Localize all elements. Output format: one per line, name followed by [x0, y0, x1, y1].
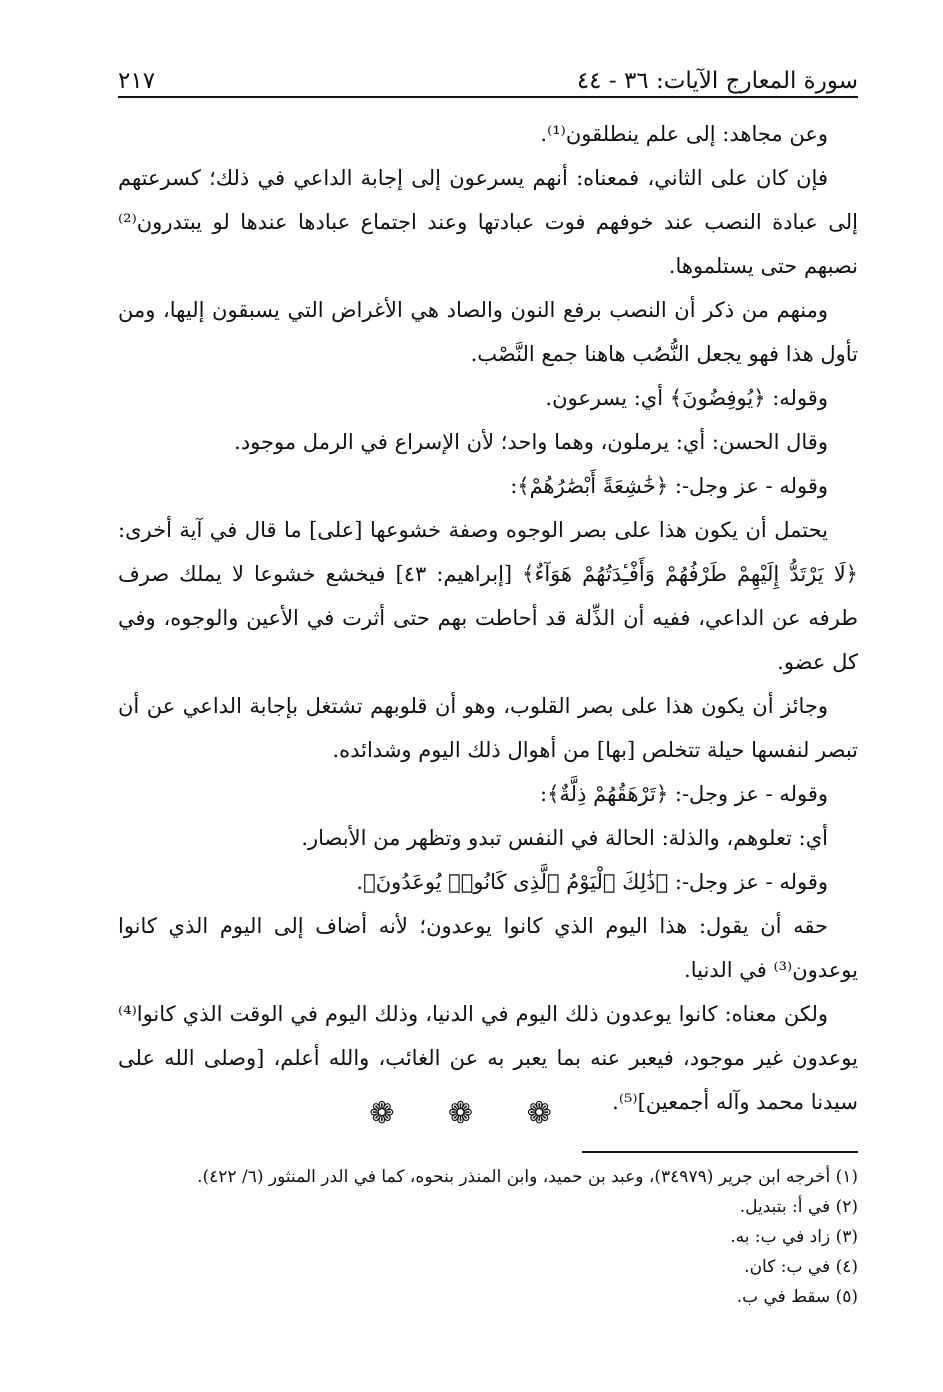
paragraph: وقوله - عز وجل-: ﴿ذَٰلِكَ ٱلْيَوْمُ ٱلَّذِى كَانُوا۟ يُوعَدُونَ﴾. [356, 870, 828, 894]
paragraph: وقوله - عز وجل-: ﴿خَٰشِعَةً أَبْصَٰرُهُمْ﴾: [510, 474, 828, 498]
paragraph: وقال الحسن: أي: يرملون، وهما واحد؛ لأن الإسراع في الرمل موجود. [234, 430, 828, 454]
footnote-divider [582, 1151, 858, 1153]
paragraph: يحتمل أن يكون هذا على بصر الوجوه وصفة خشوعها [على] ما قال في آية أخرى: ﴿لَا يَرْتَدُّ إِلَيْهِمْ طَرْفُهُمْ وَأَفْـِٔدَتُهُمْ هَوَآءٌ﴾ [إبراهيم: ٤٣] فيخشع خشوعا لا يملك صرف طرفه عن الداعي، ففيه أن الذِّلة قد أحاطت بهم حتى أثرت في الأعين والوجوه، وفي كل عضو. [118, 518, 858, 674]
page-number: ٢١٧ [118, 68, 156, 94]
page-header [118, 54, 858, 94]
paragraph: وعن مجاهد: إلى علم ينطلقون⁽¹⁾. [540, 122, 828, 146]
paragraph: وقوله: ﴿يُوفِضُونَ﴾ أي: يسرعون. [545, 386, 828, 410]
paragraph: أي: تعلوهم، والذلة: الحالة في النفس تبدو وتظهر من الأبصار. [301, 826, 828, 850]
header-divider [118, 96, 858, 98]
paragraph: فإن كان على الثاني، فمعناه: أنهم يسرعون إلى إجابة الداعي في ذلك؛ كسرعتهم إلى عبادة النصب عند خوفهم فوت عبادتها وعند اجتماع عبادها عندها لو يبتدرون⁽²⁾ نصبهم حتى يستلموها. [118, 166, 858, 278]
footnote: (٢) في أ: بتبديل. [739, 1197, 858, 1217]
paragraph: ولكن معناه: كانوا يوعدون ذلك اليوم في الدنيا، وذلك اليوم في الوقت الذي كانوا⁽⁴⁾ يوعدون غير موجود، فيعبر عنه بما يعبر به عن الغائب، والله أعلم، [وصلى الله على سيدنا محمد وآله أجمعين]⁽⁵⁾. [118, 1002, 858, 1114]
section-separator: ❁ ❁ ❁ [369, 1096, 574, 1131]
paragraph: حقه أن يقول: هذا اليوم الذي كانوا يوعدون؛ لأنه أضاف إلى اليوم الذي كانوا يوعدون⁽³⁾ في الدنيا. [118, 914, 858, 982]
footnote: (٤) في ب: كان. [744, 1257, 858, 1277]
main-text [118, 112, 858, 1124]
footnote: (٣) زاد في ب: به. [730, 1227, 858, 1247]
footnote: (٥) سقط في ب. [736, 1287, 858, 1307]
running-title: سورة المعارج الآيات: ٣٦ - ٤٤ [576, 68, 858, 94]
paragraph: ومنهم من ذكر أن النصب برفع النون والصاد هي الأغراض التي يسبقون إليها، ومن تأول هذا فهو يجعل النُّصُب هاهنا جمع النَّصْب. [118, 298, 858, 366]
paragraph: وجائز أن يكون هذا على بصر القلوب، وهو أن قلوبهم تشتغل بإجابة الداعي عن أن تبصر لنفسها حيلة تتخلص [بها] من أهوال ذلك اليوم وشدائده. [118, 694, 858, 762]
footnotes [118, 1162, 858, 1312]
footnote: (١) أخرجه ابن جرير (٣٤٩٧٩)، وعبد بن حميد، وابن المنذر بنحوه، كما في الدر المنثور (٦/ ٤٢٢). [197, 1167, 858, 1187]
paragraph: وقوله - عز وجل-: ﴿تَرْهَقُهُمْ ذِلَّةٌ﴾: [540, 782, 828, 806]
